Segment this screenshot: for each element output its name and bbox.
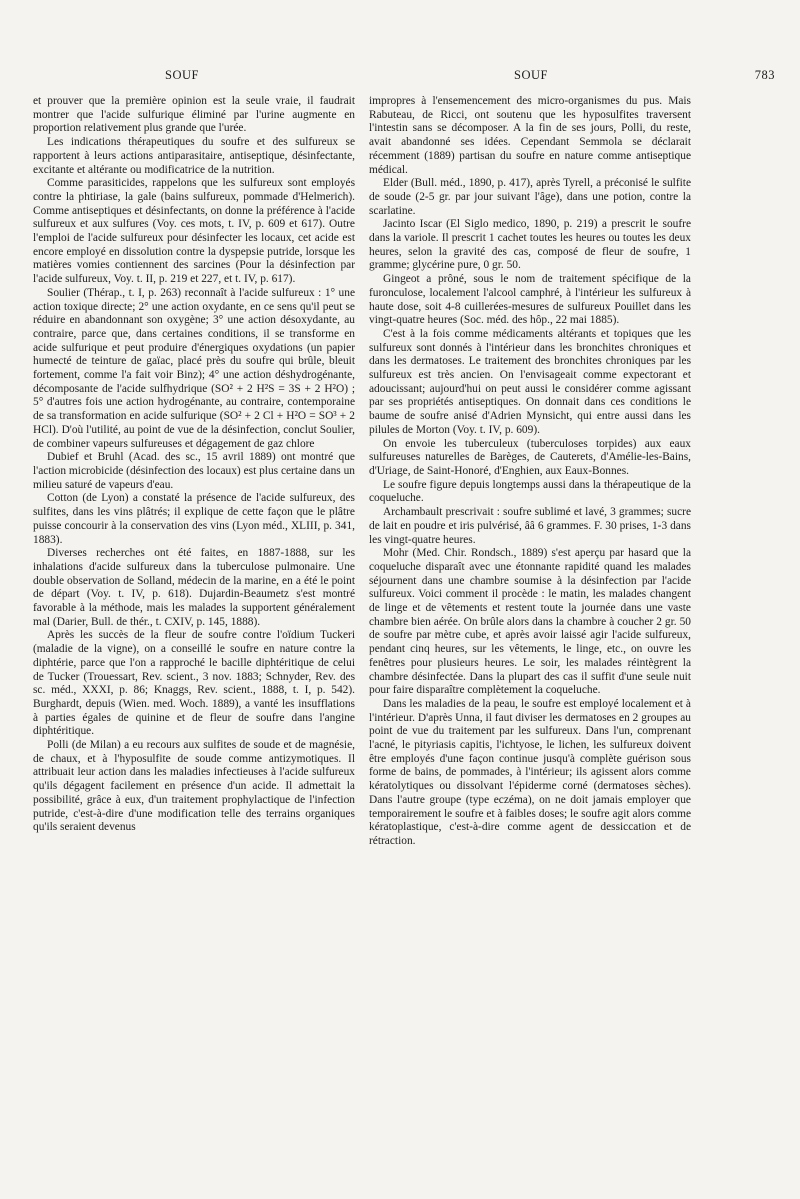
paragraph: Dans les maladies de la peau, le soufre est employé localement et à l'intérieur. D'après Unna, il faut diviser les dermatoses en 2 groupes au point de vue du traitement par les sulfureux. Dans l'un, comprenant l'acné, le pityriasis capitis, l'ichtyose, le lichen, les sulfureux doivent être employés d'une façon continue jusqu'à complète guérison sous forme de bains, de pommades, à l'intérieur; ils agissent alors comme kératolytiques ou dissolvant l'épiderme corné (dermatoses sèches). Dans l'autre groupe (type eczéma), on ne doit jamais employer que temporairement le soufre et à faibles doses; le soufre agit alors comme kératoplastique, c'est-à-dire comme agent de dessiccation et de rétraction.	[369, 697, 691, 847]
paragraph: Gingeot a prôné, sous le nom de traitement spécifique de la furonculose, localement l'alcool camphré, à l'intérieur les sulfureux à haute dose, soit 4-8 cuillerées-mesures de sulfureux Pouillet dans les vingt-quatre heures (Soc. méd. des hôp., 22 mai 1885).	[369, 273, 691, 327]
paragraph: Les indications thérapeutiques du soufre et des sulfureux se rapportent à leurs actions antiparasitaire, antiseptique, désinfectante, excitante et altérante ou modificatrice de la nutrition.	[33, 136, 355, 176]
paragraph: Dubief et Bruhl (Acad. des sc., 15 avril 1889) ont montré que l'action microbicide (désinfection des locaux) est plus certaine dans un milieu saturé de vapeurs d'eau.	[33, 451, 355, 491]
paragraph: Comme parasiticides, rappelons que les sulfureux sont employés contre la phtiriase, la gale (bains sulfureux, pommade d'Helmerich). Comme antiseptiques et désinfectants, on donne la préférence à l'acide sulfureux et aux sulfures (Voy. ces mots, t. IV, p. 609 et 617). Outre l'emploi de l'acide sulfureux pour désinfecter les locaux, cet acide est encore employé en dissolution contre la dyspepsie putride, lorsque les matières vomies contiennent des sarcines (Pour la désinfection par l'acide sulfureux, Voy. t. II, p. 219 et 227, et t. IV, p. 617).	[33, 177, 355, 286]
paragraph: Mohr (Med. Chir. Rondsch., 1889) s'est aperçu par hasard que la coqueluche disparaît avec une étonnante rapidité quand les malades séjournent dans une chambre soumise à la désinfection par l'acide sulfureux. Voici comment il procède : le matin, les malades changent de linge et de vêtements et restent toute la journée dans une vaste chambre bien aérée. On brûle alors dans la chambre à coucher 2 gr. 50 de soufre par mètre cube, et après avoir laissé agir l'acide sulfureux, pendant cinq heures, sur les vêtements, le linge, etc., on ouvre les fenêtres pour plusieurs heures. Le soir, les malades réintègrent la chambre désinfectée. Dans la plupart des cas il suffit d'une seule nuit pour faire disparaître complètement la coqueluche.	[369, 547, 691, 697]
paragraph: Soulier (Thérap., t. I, p. 263) reconnaît à l'acide sulfureux : 1° une action toxique directe; 2° une action oxydante, en ce sens qu'il peut se réduire en abandonnant son oxygène; 3° une action désoxydante, au contraire, parce que, dans certaines conditions, il se transforme en acide sulfurique et peut produire d'énergiques oxydations (un papier humecté de teinture de gaïac, placé près du soufre qui brûle, bleuit fortement, comme l'a fait voir Binz); 4° une action déshydrogénante, décomposante de l'acide sulfhydrique (SO² + 2 H²S = 3S + 2 H²O) ; 5° d'autres fois une action hydrogénante, au contraire, contemporaine de sa transformation en acide sulfurique (SO² + 2 Cl + H²O = SO³ + 2 HCl). D'où l'utilité, au point de vue de la désinfection, conclut Soulier, de combiner vapeurs sulfureuses et dégagement de gaz chlore	[33, 286, 355, 450]
paragraph: Après les succès de la fleur de soufre contre l'oïdium Tuckeri (maladie de la vigne), on a conseillé le soufre en nature contre la diphtérie, parce que l'on a rapproché le bacille diphtéritique de celui de Tucker (Trouessart, Rev. scient., 3 nov. 1883; Schnyder, Rev. des sc. méd., XXXI, p. 86; Knaggs, Rev. scient., 1888, t. I, p. 542). Burghardt, depuis (Wien. med. Woch. 1889), a vanté les insufflations à parties égales de quinine et de fleur de soufre dans l'angine diphtéritique.	[33, 629, 355, 738]
paragraph: impropres à l'ensemencement des micro-organismes du pus. Mais Rabuteau, de Ricci, ont soutenu que les hyposulfites traversent l'intestin sans se décomposer. A la fin de ses jours, Polli, du reste, avait abandonné ses idées. Cependant Semmola se déclarait récemment (1889) partisan du soufre en nature comme antiseptique médical.	[369, 95, 691, 176]
paragraph: Cotton (de Lyon) a constaté la présence de l'acide sulfureux, des sulfites, dans les vins plâtrés; il explique de cette façon que le plâtre puisse concourir à la conservation des vins (Lyon méd., XLIII, p. 341, 1883).	[33, 492, 355, 546]
paragraph: Jacinto Iscar (El Siglo medico, 1890, p. 219) a prescrit le soufre dans la variole. Il prescrit 1 cachet toutes les heures ou toutes les deux heures, selon la gravité des cas, composé de fleur de soufre, 1 gramme; glycérine pure, 0 gr. 50.	[369, 218, 691, 272]
paragraph: C'est à la fois comme médicaments altérants et topiques que les sulfureux sont donnés à l'intérieur dans les bronchites chroniques et dans les dermatoses. Le traitement des bronchites chroniques par les sulfureux est très ancien. On l'envisageait comme expectorant et adoucissant; aujourd'hui on peut aussi le considérer comme agissant par ses propriétés antiseptiques. On donnait dans ces conditions le baume de soufre anisé d'Adrien Mynsicht, qui entre aussi dans les pilules de Morton (Voy. t. IV, p. 609).	[369, 327, 691, 436]
left-column	[33, 95, 355, 835]
paragraph: Archambault prescrivait : soufre sublimé et lavé, 3 grammes; sucre de lait en poudre et iris pulvérisé, ââ 6 grammes. F. 30 prises, 1-3 dans les vingt-quatre heures.	[369, 506, 691, 546]
paragraph: Diverses recherches ont été faites, en 1887-1888, sur les inhalations d'acide sulfureux dans la tuberculose pulmonaire. Une double observation de Solland, médecin de la marine, en a été le point de départ (Voy. t. IV, p. 618). Dujardin-Beaumetz s'est montré favorable à la méthode, mais les malades la supportent généralement mal (Darier, Bull. de thér., t. CXIV, p. 145, 1888).	[33, 547, 355, 628]
running-head-center-title: SOUF	[514, 68, 548, 82]
paragraph: On envoie les tuberculeux (tuberculoses torpides) aux eaux sulfureuses naturelles de Barèges, de Cauterets, d'Amélie-les-Bains, d'Uriage, de Saint-Honoré, d'Enghien, aux Eaux-Bonnes.	[369, 437, 691, 477]
running-head	[40, 68, 775, 86]
paragraph: Elder (Bull. méd., 1890, p. 417), après Tyrell, a préconisé le sulfite de soude (2-5 gr. par jour suivant l'âge), dans une potion, contre la scarlatine.	[369, 177, 691, 217]
paragraph: et prouver que la première opinion est la seule vraie, il faudrait montrer que l'acide sulfurique éliminé par l'urine augmente en proportion relativement plus grande que l'urée.	[33, 95, 355, 135]
running-head-left-title: SOUF	[165, 68, 199, 82]
page-number: 783	[754, 68, 775, 82]
right-column	[369, 95, 691, 849]
paragraph: Le soufre figure depuis longtemps aussi dans la thérapeutique de la coqueluche.	[369, 478, 691, 505]
paragraph: Polli (de Milan) a eu recours aux sulfites de soude et de magnésie, de chaux, et à l'hyposulfite de soude comme antizymotiques. Il attribuait leur action dans les maladies infectieuses à l'acide sulfureux qu'ils dégagent facilement en présence d'un acide. Il admettait la possibilité, grâce à eux, d'un traitement prophylactique de l'infection putride, c'est-à-dire d'une modification telle des terrains organiques qu'ils seraient devenus	[33, 739, 355, 834]
